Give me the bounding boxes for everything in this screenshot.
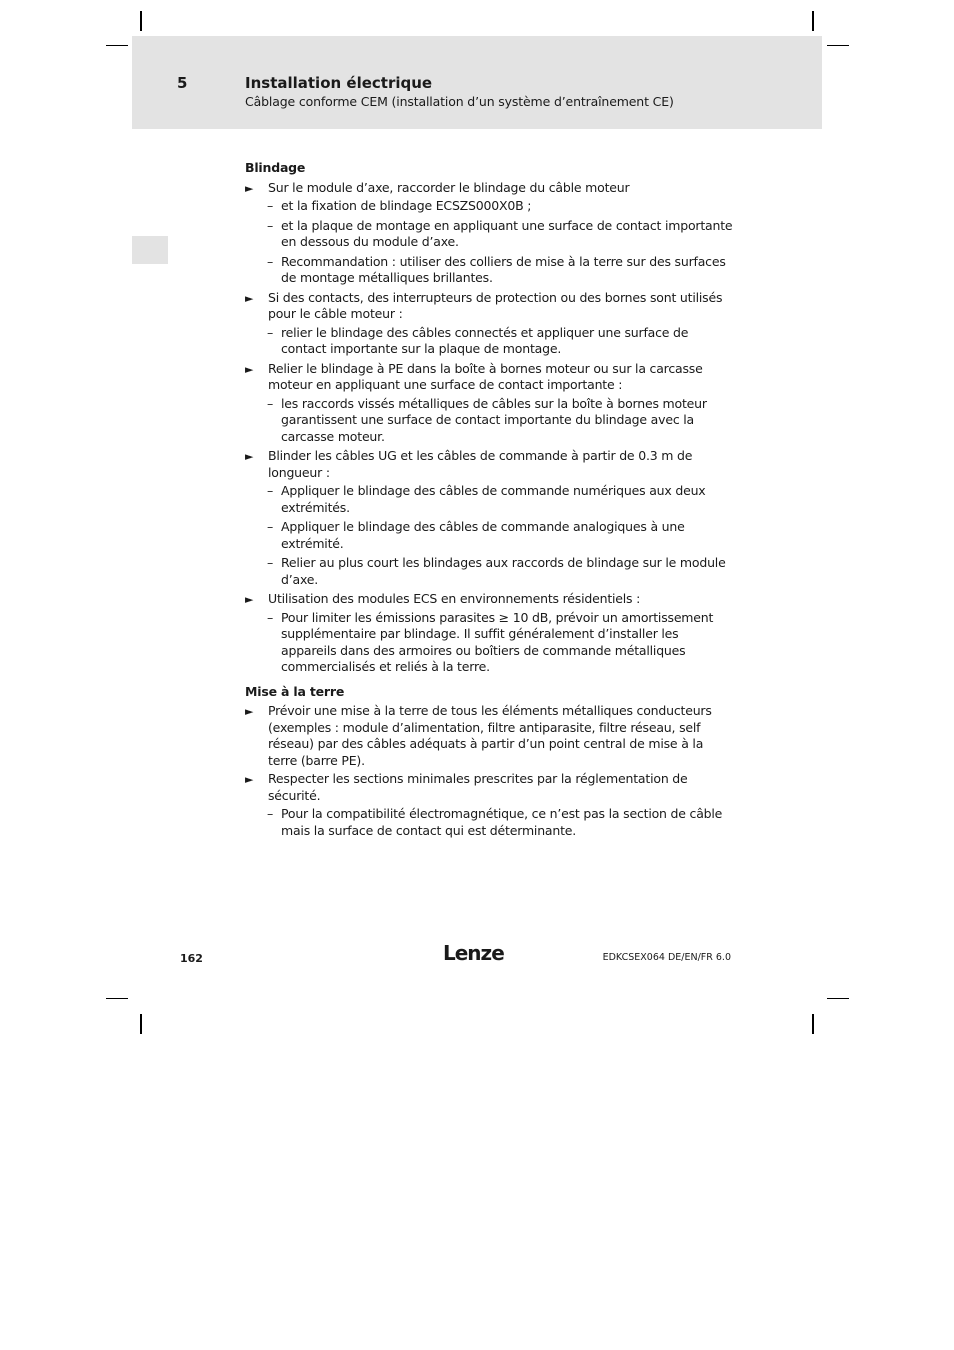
sub-item [267, 218, 735, 251]
crop-mark [140, 1014, 142, 1034]
dash-marker: – [267, 483, 274, 498]
sub-item-text: relier le blindage des câbles connectés et appliquer une surface de contact importante sur la plaque de montage. [281, 324, 689, 356]
sub-list [245, 325, 735, 358]
bullet-item [245, 290, 735, 323]
bullet-arrow-icon: ► [245, 705, 254, 718]
bullet-text: Utilisation des modules ECS en environnements résidentiels : [268, 591, 641, 606]
bullet-arrow-icon: ► [245, 291, 254, 305]
bullet-item [245, 180, 735, 197]
sub-item-text: les raccords vissés métalliques de câbles sur la boîte à bornes moteur garantissent une surface de contact importante du blindage avec la carcasse moteur. [281, 395, 707, 444]
crop-mark [827, 45, 849, 46]
dash-marker: – [267, 198, 274, 213]
dash-marker: – [267, 519, 274, 534]
sub-item-text: Pour la compatibilité électromagnétique, ce n’est pas la section de câble mais la surface de contact qui est déterminante. [281, 806, 723, 838]
sub-item [267, 325, 735, 358]
dash-marker: – [267, 555, 274, 570]
chapter-header-band [132, 36, 822, 129]
sub-item-text: Relier au plus court les blindages aux raccords de blindage sur le module d’axe. [281, 555, 726, 587]
bullet-text: Blinder les câbles UG et les câbles de commande à partir de 0.3 m de longueur : [268, 448, 693, 480]
sub-item-text: Recommandation : utiliser des colliers de mise à la terre sur des surfaces de montage métalliques brillantes. [281, 253, 726, 285]
dash-marker: – [267, 253, 274, 269]
chapter-number: 5 [177, 74, 188, 92]
bullet-text: Sur le module d’axe, raccorder le blindage du câble moteur [268, 179, 630, 195]
section-heading: Blindage [245, 160, 306, 175]
crop-mark [827, 998, 849, 999]
bullet-item [245, 703, 735, 769]
section-heading: Mise à la terre [245, 683, 345, 699]
dash-marker: – [267, 806, 274, 821]
bullet-text: Relier le blindage à PE dans la boîte à bornes moteur ou sur la carcasse moteur en appliquant une surface de contact importante : [268, 360, 703, 392]
document-reference: EDKCSEX064 DE/EN/FR 6.0 [602, 952, 731, 963]
sub-item [267, 806, 735, 839]
bullet-text: Respecter les sections minimales prescrites par la réglementation de sécurité. [268, 771, 688, 803]
bullet-arrow-icon: ► [245, 181, 254, 195]
crop-mark [106, 45, 128, 46]
crop-mark [812, 1014, 814, 1034]
page-number: 162 [180, 952, 203, 965]
bullet-arrow-icon: ► [245, 362, 254, 376]
chapter-subtitle: Câblage conforme CEM (installation d’un système d’entraînement CE) [245, 94, 674, 109]
sub-item-text: Appliquer le blindage des câbles de commande analogiques à une extrémité. [281, 519, 685, 551]
lenze-logo: Lenze [443, 941, 504, 965]
sub-item [267, 519, 735, 552]
bullet-arrow-icon: ► [245, 450, 254, 463]
sub-list [245, 396, 735, 446]
dash-marker: – [267, 217, 274, 233]
dash-marker: – [267, 324, 274, 340]
sub-list [245, 483, 735, 588]
bullet-item [245, 448, 735, 481]
bullet-text: Prévoir une mise à la terre de tous les éléments métalliques conducteurs (exemples : module d’alimentation, filtre antiparasite, filtre réseau, self réseau) par des câbles adéquats à partir d’un point central de mise à la terre (barre PE). [268, 703, 712, 768]
crop-mark [812, 11, 814, 31]
bullet-arrow-icon: ► [245, 593, 254, 606]
sub-item [267, 483, 735, 516]
crop-mark [140, 11, 142, 31]
page-content [245, 160, 735, 842]
sub-item-text: Pour limiter les émissions parasites ≥ 10 dB, prévoir un amortissement supplémentaire par blindage. Il suffit généralement d’installer les appareils dans des armoires ou boîtiers de commande métalliques commercialisés et reliés à la terre. [281, 609, 714, 674]
sub-list [245, 610, 735, 676]
sub-item [267, 396, 735, 446]
chapter-side-tab [132, 236, 168, 264]
sub-item [267, 610, 735, 676]
dash-marker: – [267, 395, 274, 411]
crop-mark [106, 998, 128, 999]
chapter-title: Installation électrique [245, 74, 433, 92]
sub-item [267, 555, 735, 588]
sub-list [245, 806, 735, 839]
sub-item-text: Appliquer le blindage des câbles de commande numériques aux deux extrémités. [281, 483, 706, 515]
sub-list [245, 198, 735, 287]
bullet-item [245, 591, 735, 608]
sub-item [267, 254, 735, 287]
bullet-text: Si des contacts, des interrupteurs de protection ou des bornes sont utilisés pour le câble moteur : [268, 289, 723, 321]
sub-item-text: et la plaque de montage en appliquant une surface de contact importante en dessous du module d’axe. [281, 217, 733, 249]
bullet-item [245, 771, 735, 804]
bullet-arrow-icon: ► [245, 773, 254, 786]
sub-item-text: et la fixation de blindage ECSZS000X0B ; [281, 198, 532, 213]
sub-item [267, 198, 735, 215]
bullet-item [245, 361, 735, 394]
dash-marker: – [267, 609, 274, 625]
